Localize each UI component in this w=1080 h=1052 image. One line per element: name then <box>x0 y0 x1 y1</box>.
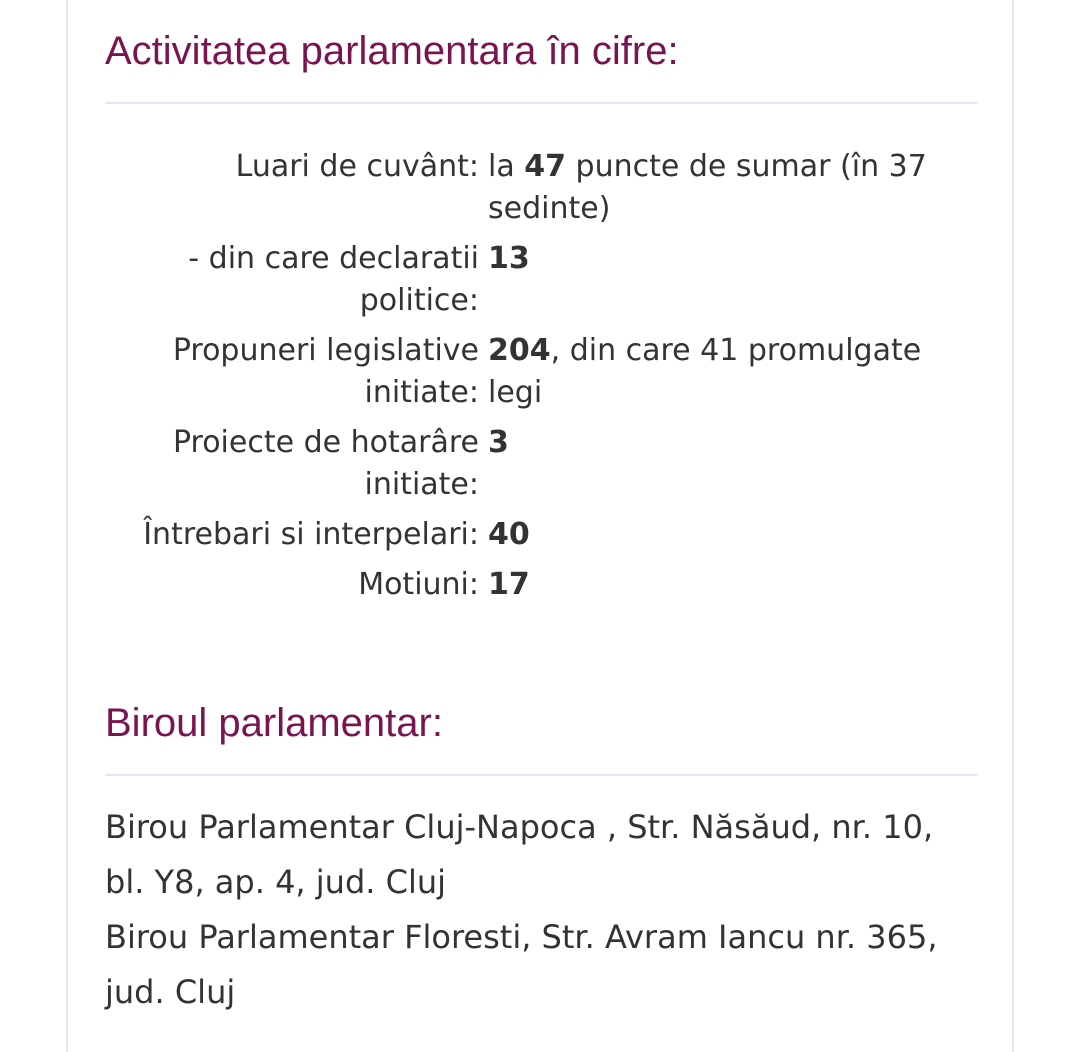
stat-row <box>105 330 977 414</box>
stat-row <box>105 422 977 506</box>
stat-label: Propuneri legislative initiate: <box>172 333 479 410</box>
stat-row <box>105 238 977 322</box>
stat-row <box>105 146 977 230</box>
office-address: Birou Parlamentar Cluj-Napoca , Str. Năsăud, nr. 10, bl. Y8, ap. 4, jud. Cluj <box>105 808 934 901</box>
stat-value: 40 <box>488 517 530 552</box>
stat-value: 204, din care 41 promulgate legi <box>488 333 922 410</box>
divider <box>105 774 977 776</box>
office-address: Birou Parlamentar Floresti, Str. Avram Iancu nr. 365, jud. Cluj <box>105 918 938 1011</box>
stat-value: 13 <box>488 241 530 276</box>
stat-value: 3 <box>488 425 509 460</box>
activity-stats <box>105 146 977 614</box>
office-heading: Biroul parlamentar: <box>105 701 443 745</box>
stat-label: Luari de cuvânt: <box>235 149 479 184</box>
stat-label: Motiuni: <box>358 567 479 602</box>
divider <box>105 102 977 104</box>
office-addresses <box>105 800 977 1020</box>
stat-value: la 47 puncte de sumar (în 37 sedinte) <box>488 149 927 226</box>
stat-value: 17 <box>488 567 530 602</box>
activity-heading: Activitatea parlamentara în cifre: <box>105 29 679 73</box>
stat-label: - din care declaratii politice: <box>188 241 479 318</box>
stat-row <box>105 514 977 556</box>
stat-label: Întrebari si interpelari: <box>143 517 479 552</box>
stat-label: Proiecte de hotarâre initiate: <box>172 425 479 502</box>
stat-row <box>105 564 977 606</box>
